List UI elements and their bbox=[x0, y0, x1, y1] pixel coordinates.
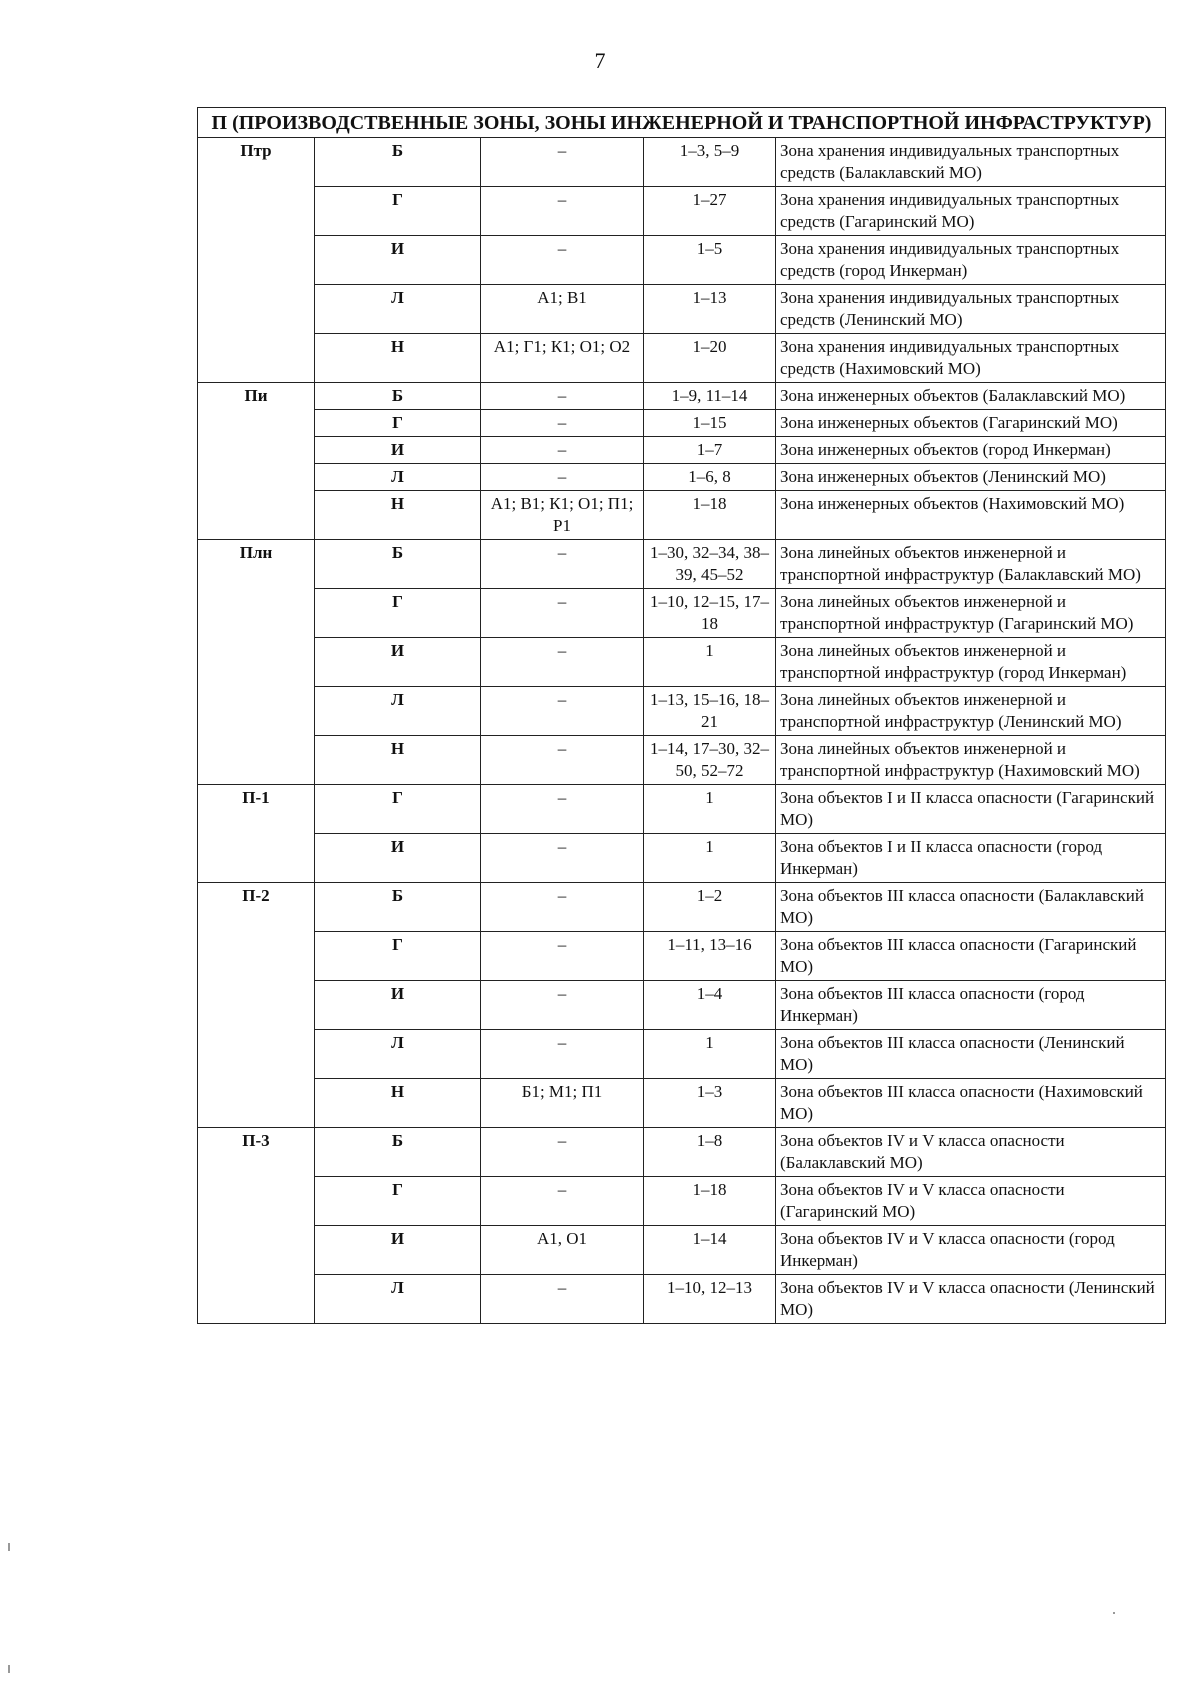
zone-numbers: 1–30, 32–34, 38–39, 45–52 bbox=[644, 540, 776, 589]
table-row bbox=[198, 736, 1166, 785]
municipality-code: Б bbox=[315, 383, 481, 410]
municipality-code: Н bbox=[315, 491, 481, 540]
municipality-code: Г bbox=[315, 589, 481, 638]
municipality-code: Б bbox=[315, 540, 481, 589]
zone-description: Зона хранения индивидуальных транспортных средств (Нахимовский МО) bbox=[776, 334, 1166, 383]
municipality-code: Н bbox=[315, 1079, 481, 1128]
municipality-code: Б bbox=[315, 1128, 481, 1177]
subzone-cell: – bbox=[481, 1177, 644, 1226]
table-row bbox=[198, 1079, 1166, 1128]
table-row bbox=[198, 1128, 1166, 1177]
municipality-code: Г bbox=[315, 785, 481, 834]
zone-code: П-3 bbox=[198, 1128, 315, 1324]
municipality-code: И bbox=[315, 834, 481, 883]
municipality-code: Г bbox=[315, 410, 481, 437]
table-row bbox=[198, 932, 1166, 981]
table-row bbox=[198, 437, 1166, 464]
zone-description: Зона хранения индивидуальных транспортных средств (Гагаринский МО) bbox=[776, 187, 1166, 236]
table-row bbox=[198, 236, 1166, 285]
zone-numbers: 1–10, 12–15, 17–18 bbox=[644, 589, 776, 638]
subzone-cell: А1; Г1; К1; О1; О2 bbox=[481, 334, 644, 383]
municipality-code: Н bbox=[315, 334, 481, 383]
subzone-cell: – bbox=[481, 437, 644, 464]
zone-description: Зона линейных объектов инженерной и транспортной инфраструктур (город Инкерман) bbox=[776, 638, 1166, 687]
zone-description: Зона линейных объектов инженерной и транспортной инфраструктур (Нахимовский МО) bbox=[776, 736, 1166, 785]
municipality-code: И bbox=[315, 236, 481, 285]
subzone-cell: – bbox=[481, 834, 644, 883]
zone-description: Зона объектов IV и V класса опасности (Гагаринский МО) bbox=[776, 1177, 1166, 1226]
zones-table-body bbox=[198, 108, 1166, 1324]
zone-numbers: 1–4 bbox=[644, 981, 776, 1030]
table-row bbox=[198, 334, 1166, 383]
zone-numbers: 1–20 bbox=[644, 334, 776, 383]
zone-code: Птр bbox=[198, 138, 315, 383]
zone-description: Зона линейных объектов инженерной и транспортной инфраструктур (Гагаринский МО) bbox=[776, 589, 1166, 638]
municipality-code: Л bbox=[315, 464, 481, 491]
zone-numbers: 1–5 bbox=[644, 236, 776, 285]
table-row bbox=[198, 138, 1166, 187]
table-header-row bbox=[198, 108, 1166, 138]
scan-mark bbox=[8, 1543, 10, 1551]
municipality-code: Н bbox=[315, 736, 481, 785]
zone-description: Зона объектов III класса опасности (Ленинский МО) bbox=[776, 1030, 1166, 1079]
municipality-code: И bbox=[315, 1226, 481, 1275]
table-header: П (ПРОИЗВОДСТВЕННЫЕ ЗОНЫ, ЗОНЫ ИНЖЕНЕРНОЙ И ТРАНСПОРТНОЙ ИНФРАСТРУКТУР) bbox=[198, 108, 1166, 138]
zone-description: Зона объектов III класса опасности (Нахимовский МО) bbox=[776, 1079, 1166, 1128]
municipality-code: Л bbox=[315, 285, 481, 334]
municipality-code: Б bbox=[315, 138, 481, 187]
zone-description: Зона хранения индивидуальных транспортных средств (Ленинский МО) bbox=[776, 285, 1166, 334]
table-row bbox=[198, 834, 1166, 883]
table-row bbox=[198, 1177, 1166, 1226]
zone-numbers: 1 bbox=[644, 638, 776, 687]
municipality-code: Л bbox=[315, 1275, 481, 1324]
subzone-cell: – bbox=[481, 1275, 644, 1324]
zone-numbers: 1–3 bbox=[644, 1079, 776, 1128]
zones-table bbox=[197, 107, 1166, 1324]
subzone-cell: А1; В1; К1; О1; П1; Р1 bbox=[481, 491, 644, 540]
scan-mark bbox=[8, 1665, 10, 1673]
subzone-cell: – bbox=[481, 785, 644, 834]
zone-description: Зона инженерных объектов (Балаклавский МО) bbox=[776, 383, 1166, 410]
table-row bbox=[198, 687, 1166, 736]
subzone-cell: – bbox=[481, 464, 644, 491]
zone-numbers: 1–14 bbox=[644, 1226, 776, 1275]
table-row bbox=[198, 1030, 1166, 1079]
zone-numbers: 1–18 bbox=[644, 491, 776, 540]
municipality-code: Л bbox=[315, 687, 481, 736]
subzone-cell: – bbox=[481, 138, 644, 187]
zone-code: П-1 bbox=[198, 785, 315, 883]
zone-description: Зона инженерных объектов (Нахимовский МО) bbox=[776, 491, 1166, 540]
zone-numbers: 1–7 bbox=[644, 437, 776, 464]
zone-numbers: 1–8 bbox=[644, 1128, 776, 1177]
municipality-code: И bbox=[315, 981, 481, 1030]
municipality-code: И bbox=[315, 437, 481, 464]
zone-description: Зона объектов IV и V класса опасности (Балаклавский МО) bbox=[776, 1128, 1166, 1177]
subzone-cell: – bbox=[481, 383, 644, 410]
municipality-code: Л bbox=[315, 1030, 481, 1079]
table-row bbox=[198, 589, 1166, 638]
subzone-cell: – bbox=[481, 638, 644, 687]
table-row bbox=[198, 981, 1166, 1030]
municipality-code: Г bbox=[315, 1177, 481, 1226]
table-row bbox=[198, 540, 1166, 589]
table-row bbox=[198, 785, 1166, 834]
scan-mark bbox=[1113, 1612, 1115, 1614]
zone-description: Зона хранения индивидуальных транспортных средств (город Инкерман) bbox=[776, 236, 1166, 285]
zone-description: Зона линейных объектов инженерной и транспортной инфраструктур (Балаклавский МО) bbox=[776, 540, 1166, 589]
zone-description: Зона объектов III класса опасности (Балаклавский МО) bbox=[776, 883, 1166, 932]
subzone-cell: – bbox=[481, 187, 644, 236]
municipality-code: Г bbox=[315, 932, 481, 981]
subzone-cell: – bbox=[481, 1128, 644, 1177]
zone-description: Зона объектов IV и V класса опасности (город Инкерман) bbox=[776, 1226, 1166, 1275]
subzone-cell: А1, О1 bbox=[481, 1226, 644, 1275]
zone-numbers: 1–9, 11–14 bbox=[644, 383, 776, 410]
zone-numbers: 1–18 bbox=[644, 1177, 776, 1226]
zone-numbers: 1–13, 15–16, 18–21 bbox=[644, 687, 776, 736]
page-number: 7 bbox=[594, 48, 606, 73]
zone-description: Зона линейных объектов инженерной и транспортной инфраструктур (Ленинский МО) bbox=[776, 687, 1166, 736]
subzone-cell: Б1; М1; П1 bbox=[481, 1079, 644, 1128]
table-row bbox=[198, 1226, 1166, 1275]
municipality-code: Б bbox=[315, 883, 481, 932]
zone-description: Зона объектов III класса опасности (Гагаринский МО) bbox=[776, 932, 1166, 981]
subzone-cell: – bbox=[481, 883, 644, 932]
zone-numbers: 1–6, 8 bbox=[644, 464, 776, 491]
table-row bbox=[198, 383, 1166, 410]
zone-numbers: 1 bbox=[644, 1030, 776, 1079]
zone-numbers: 1–2 bbox=[644, 883, 776, 932]
zone-description: Зона объектов I и II класса опасности (город Инкерман) bbox=[776, 834, 1166, 883]
subzone-cell: – bbox=[481, 236, 644, 285]
zone-code: Пи bbox=[198, 383, 315, 540]
zone-numbers: 1–15 bbox=[644, 410, 776, 437]
municipality-code: И bbox=[315, 638, 481, 687]
zone-description: Зона объектов III класса опасности (город Инкерман) bbox=[776, 981, 1166, 1030]
zone-numbers: 1–11, 13–16 bbox=[644, 932, 776, 981]
zone-description: Зона хранения индивидуальных транспортных средств (Балаклавский МО) bbox=[776, 138, 1166, 187]
zone-numbers: 1–13 bbox=[644, 285, 776, 334]
subzone-cell: – bbox=[481, 540, 644, 589]
zone-description: Зона объектов IV и V класса опасности (Ленинский МО) bbox=[776, 1275, 1166, 1324]
zone-code: П-2 bbox=[198, 883, 315, 1128]
table-row bbox=[198, 883, 1166, 932]
zone-numbers: 1 bbox=[644, 785, 776, 834]
municipality-code: Г bbox=[315, 187, 481, 236]
zone-numbers: 1–14, 17–30, 32–50, 52–72 bbox=[644, 736, 776, 785]
zone-description: Зона инженерных объектов (Гагаринский МО) bbox=[776, 410, 1166, 437]
zone-description: Зона инженерных объектов (город Инкерман) bbox=[776, 437, 1166, 464]
zone-description: Зона инженерных объектов (Ленинский МО) bbox=[776, 464, 1166, 491]
table-row bbox=[198, 464, 1166, 491]
zone-numbers: 1 bbox=[644, 834, 776, 883]
zone-numbers: 1–3, 5–9 bbox=[644, 138, 776, 187]
table-row bbox=[198, 491, 1166, 540]
table-row bbox=[198, 285, 1166, 334]
zone-code: Плн bbox=[198, 540, 315, 785]
subzone-cell: – bbox=[481, 687, 644, 736]
table-row bbox=[198, 187, 1166, 236]
subzone-cell: – bbox=[481, 932, 644, 981]
table-row bbox=[198, 1275, 1166, 1324]
subzone-cell: – bbox=[481, 589, 644, 638]
subzone-cell: А1; В1 bbox=[481, 285, 644, 334]
subzone-cell: – bbox=[481, 736, 644, 785]
subzone-cell: – bbox=[481, 981, 644, 1030]
table-row bbox=[198, 410, 1166, 437]
subzone-cell: – bbox=[481, 1030, 644, 1079]
table-row bbox=[198, 638, 1166, 687]
zone-description: Зона объектов I и II класса опасности (Гагаринский МО) bbox=[776, 785, 1166, 834]
subzone-cell: – bbox=[481, 410, 644, 437]
zone-numbers: 1–27 bbox=[644, 187, 776, 236]
zone-numbers: 1–10, 12–13 bbox=[644, 1275, 776, 1324]
